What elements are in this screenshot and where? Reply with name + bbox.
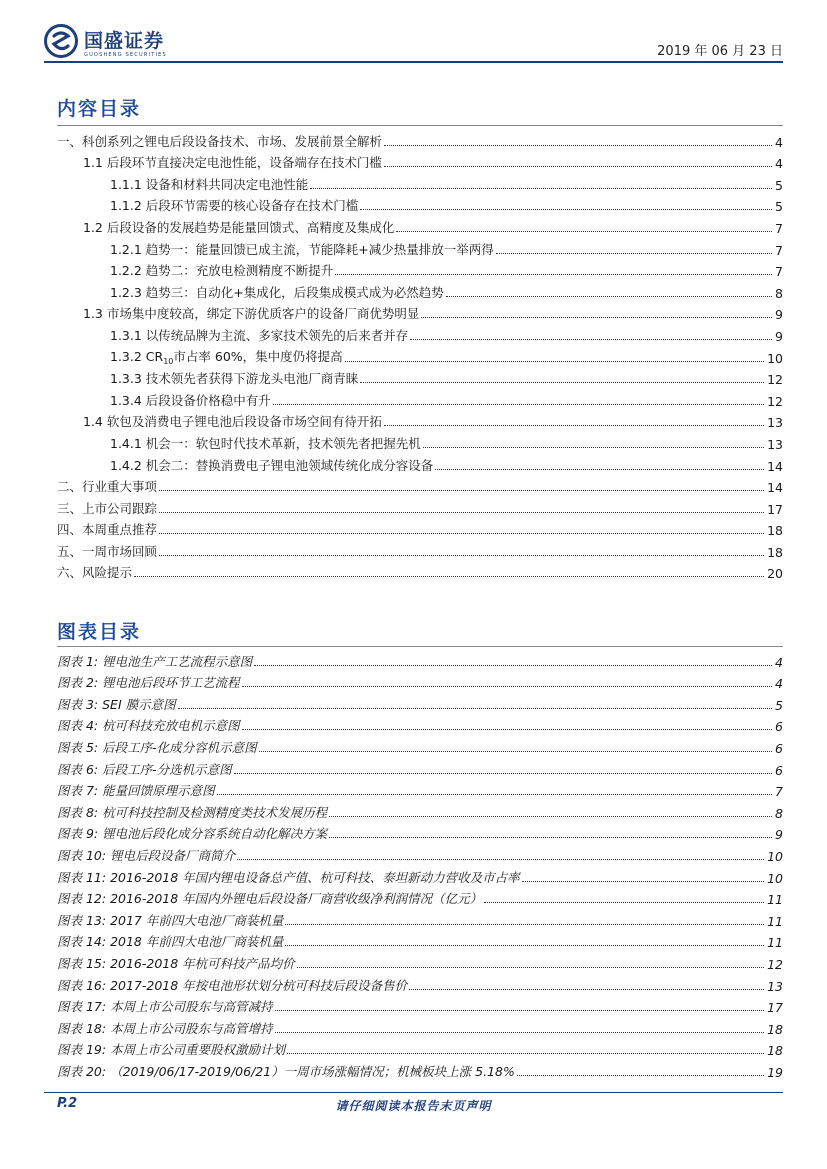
- figure-entry-title: 本周上市公司重要股权激励计划: [110, 1042, 286, 1058]
- figure-entry-label: 图表 17:: [57, 999, 107, 1015]
- figure-entry-label: 图表 18:: [57, 1020, 107, 1036]
- toc-entry[interactable]: [0, 366, 827, 388]
- dot-leader: [254, 665, 772, 666]
- dot-leader: [423, 447, 764, 448]
- toc-entry-text: 1.2.2 趋势二：充放电检测精度不断提升: [110, 263, 334, 279]
- dot-leader: [384, 145, 772, 146]
- figure-entry-label: 图表 14:: [57, 934, 107, 950]
- dot-leader: [242, 729, 772, 730]
- dot-leader: [421, 317, 772, 318]
- toc-entry-page: 5: [775, 177, 783, 193]
- toc-entry-text: 二、行业重大事项: [57, 479, 158, 495]
- figure-entry-text: [57, 824, 329, 842]
- figure-entry-text: [57, 1062, 517, 1080]
- figure-entry-text: [57, 760, 234, 778]
- dot-leader: [446, 296, 772, 297]
- toc-entry[interactable]: [0, 517, 827, 539]
- dot-leader: [360, 209, 772, 210]
- figure-entry-label: 图表 1:: [57, 653, 99, 669]
- dot-leader: [435, 469, 764, 470]
- figure-entry-title: 锂电池生产工艺流程示意图: [102, 653, 253, 669]
- figure-entry-text: [57, 1019, 275, 1037]
- figure-entry-page: 11: [767, 892, 783, 908]
- figure-entry[interactable]: [0, 713, 827, 735]
- figure-entry-label: 图表 13:: [57, 912, 107, 928]
- dot-leader: [384, 166, 772, 167]
- toc-entry[interactable]: [0, 344, 827, 366]
- figure-entry[interactable]: [0, 886, 827, 908]
- figure-entry-text: [57, 673, 242, 691]
- page-number: P.2: [57, 1096, 78, 1111]
- figure-entry[interactable]: [0, 778, 827, 800]
- dot-leader: [496, 253, 772, 254]
- toc-entry-text: 一、科创系列之锂电后段设备技术、市场、发展前景全解析: [57, 133, 383, 149]
- toc-entry[interactable]: [0, 322, 827, 344]
- figure-entry-text: [57, 976, 409, 994]
- toc-entry[interactable]: [0, 538, 827, 560]
- dot-leader: [178, 708, 772, 709]
- dot-leader: [517, 1075, 764, 1076]
- figure-entry-text: [57, 652, 254, 670]
- figure-entry[interactable]: [0, 756, 827, 778]
- company-logo: [44, 22, 204, 62]
- figure-entry[interactable]: [0, 1058, 827, 1080]
- toc-entry[interactable]: [0, 128, 827, 150]
- toc-entry-page: 12: [767, 393, 783, 409]
- toc-entry-page: 13: [767, 415, 783, 431]
- dot-leader: [275, 1010, 765, 1011]
- figure-entry-label: 图表 10:: [57, 847, 107, 863]
- figure-entry[interactable]: [0, 842, 827, 864]
- toc-entry-page: 5: [775, 199, 783, 215]
- figure-entry[interactable]: [0, 821, 827, 843]
- toc-entry-page: 7: [775, 220, 783, 236]
- figure-entry-title: 杭可科技充放电机示意图: [102, 718, 240, 734]
- figure-entry-label: 图表 8:: [57, 804, 99, 820]
- toc-entry-text-prefix: 1.3.2 CR: [110, 348, 164, 364]
- toc-entry-page: 4: [775, 156, 783, 172]
- figure-entry[interactable]: [0, 691, 827, 713]
- toc-entry-page: 8: [775, 285, 783, 301]
- figure-entry-title: 锂电池后段环节工艺流程: [102, 675, 240, 691]
- toc-entry-text: 四、本周重点推荐: [57, 522, 158, 538]
- figure-entry-text: [57, 781, 217, 799]
- figure-entry-text: [57, 954, 297, 972]
- figure-entry-title: SEI 膜示意图: [102, 696, 176, 712]
- toc-entry-text: 1.4.1 机会一：软包时代技术革新，技术领先者把握先机: [110, 435, 421, 451]
- figure-entry-page: 5: [775, 697, 783, 713]
- dot-leader: [329, 837, 772, 838]
- toc-entry[interactable]: [0, 452, 827, 474]
- toc-entry-text: 1.1 后段环节直接决定电池性能，设备端存在技术门槛: [83, 155, 382, 171]
- toc-entry-page: 4: [775, 134, 783, 150]
- figure-entry-page: 6: [775, 719, 783, 735]
- toc-entry-page: 13: [767, 436, 783, 452]
- figure-entry-text: [57, 738, 259, 756]
- dot-leader: [237, 859, 764, 860]
- dot-leader: [396, 231, 772, 232]
- toc-entry-page: 14: [767, 458, 783, 474]
- figure-entry[interactable]: [0, 1015, 827, 1037]
- dot-leader: [285, 924, 764, 925]
- toc-entry-page: 7: [775, 264, 783, 280]
- brand-name: 国盛证券: [84, 30, 165, 52]
- figure-entry-title: 2018 年前四大电池厂商装机量: [110, 934, 284, 950]
- figure-entry[interactable]: [0, 907, 827, 929]
- figure-entry-text: [57, 803, 329, 821]
- figure-entry-title: 2016-2018 年国内外锂电后段设备厂商营收级净利润情况（亿元）: [110, 891, 483, 907]
- toc-entry[interactable]: [0, 387, 827, 409]
- figure-entry-label: 图表 12:: [57, 891, 107, 907]
- figure-list: [0, 648, 827, 1080]
- toc-entry-page: 18: [767, 523, 783, 539]
- figure-entry-text: [57, 695, 178, 713]
- figure-entry-text: [57, 846, 237, 864]
- toc-entry[interactable]: [0, 258, 827, 280]
- toc-entry-page: 7: [775, 242, 783, 258]
- figure-entry-label: 图表 20:: [57, 1063, 107, 1079]
- figure-entry-text: [57, 868, 522, 886]
- figure-entry-title: 后段工序-分选机示意图: [102, 761, 232, 777]
- dot-leader: [522, 881, 764, 882]
- figure-entry-page: 12: [767, 956, 783, 972]
- toc-entry[interactable]: [0, 236, 827, 258]
- figure-entry-page: 17: [767, 1000, 783, 1016]
- figure-entry-title: 锂电池后段化成分容系统自动化解决方案: [102, 826, 328, 842]
- dot-leader: [217, 794, 772, 795]
- toc-entry-text: 三、上市公司跟踪: [57, 500, 158, 516]
- figure-entry-page: 4: [775, 676, 783, 692]
- dot-leader: [285, 945, 764, 946]
- dot-leader: [259, 751, 772, 752]
- figure-entry-page: 4: [775, 654, 783, 670]
- figure-entry-label: 图表 2:: [57, 675, 99, 691]
- toc-entry-text: 五、一周市场回顾: [57, 543, 158, 559]
- figure-entry-label: 图表 4:: [57, 718, 99, 734]
- toc-entry-text-rest: 市占率 60%，集中度仍将提高: [173, 348, 343, 364]
- dot-leader: [134, 576, 764, 577]
- toc-entry-text: 1.4 软包及消费电子锂电池后段设备市场空间有待开拓: [83, 414, 382, 430]
- toc-entry-subscript: 10: [163, 356, 174, 366]
- figures-title: 图表目录: [57, 621, 142, 643]
- toc-entry-page: 18: [767, 544, 783, 560]
- figure-entry-text: [57, 889, 484, 907]
- brand-subtitle: GUOSHENG SECURITIES: [84, 52, 167, 58]
- dot-leader: [345, 361, 764, 362]
- figure-entry[interactable]: [0, 864, 827, 886]
- dot-leader: [410, 339, 772, 340]
- toc-entry-text: [110, 347, 345, 366]
- toc-entry[interactable]: [0, 279, 827, 301]
- toc-list: [0, 128, 827, 581]
- dot-leader: [287, 1053, 764, 1054]
- figure-entry-title: 2016-2018 年杭可科技产品均价: [110, 955, 295, 971]
- toc-entry[interactable]: [0, 150, 827, 172]
- figure-entry[interactable]: [0, 972, 827, 994]
- figure-entry-label: 图表 19:: [57, 1042, 107, 1058]
- toc-entry[interactable]: [0, 474, 827, 496]
- figure-entry[interactable]: [0, 1037, 827, 1059]
- dot-leader: [335, 274, 772, 275]
- toc-entry[interactable]: [0, 560, 827, 582]
- toc-entry-page: 9: [775, 307, 783, 323]
- toc-title-divider: [57, 125, 783, 126]
- figure-entry-label: 图表 6:: [57, 761, 99, 777]
- dot-leader: [409, 989, 764, 990]
- figure-entry-page: 18: [767, 1043, 783, 1059]
- figure-entry-page: 6: [775, 740, 783, 756]
- figures-title-divider: [57, 646, 783, 647]
- header-divider: [44, 61, 783, 63]
- toc-entry[interactable]: [0, 171, 827, 193]
- toc-entry[interactable]: [0, 214, 827, 236]
- figure-entry-text: [57, 997, 275, 1015]
- figure-entry-title: 2017-2018 年按电池形状划分杭可科技后段设备售价: [110, 977, 408, 993]
- toc-entry-text: 1.1.1 设备和材料共同决定电池性能: [110, 176, 309, 192]
- toc-entry-text: 1.3 市场集中度较高，绑定下游优质客户的设备厂商优势明显: [83, 306, 420, 322]
- figure-entry-label: 图表 16:: [57, 977, 107, 993]
- toc-entry-text: 1.4.2 机会二：替换消费电子锂电池领域传统化成分容设备: [110, 457, 434, 473]
- toc-title: 内容目录: [57, 98, 142, 120]
- footer-divider: [44, 1092, 783, 1093]
- figure-entry-page: 8: [775, 805, 783, 821]
- figure-entry-page: 11: [767, 935, 783, 951]
- toc-entry-text: 1.3.3 技术领先者获得下游龙头电池厂商青睐: [110, 371, 359, 387]
- figure-entry-label: 图表 11:: [57, 869, 107, 885]
- dot-leader: [159, 555, 764, 556]
- toc-entry-text: 1.3.4 后段设备价格稳中有升: [110, 392, 271, 408]
- figure-entry[interactable]: [0, 648, 827, 670]
- toc-entry-text: 1.2.3 趋势三：自动化+集成化，后段集成模式成为必然趋势: [110, 284, 444, 300]
- dot-leader: [329, 816, 772, 817]
- toc-entry-text: 1.1.2 后段环节需要的核心设备存在技术门槛: [110, 198, 359, 214]
- figure-entry-text: [57, 932, 285, 950]
- figure-entry[interactable]: [0, 950, 827, 972]
- figure-entry-page: 9: [775, 827, 783, 843]
- figure-entry[interactable]: [0, 799, 827, 821]
- toc-entry-text: 1.3.1 以传统品牌为主流、多家技术领先的后来者并存: [110, 327, 409, 343]
- toc-entry-text: 1.2 后段设备的发展趋势是能量回馈式、高精度及集成化: [83, 219, 395, 235]
- toc-entry-page: 9: [775, 328, 783, 344]
- toc-entry[interactable]: [0, 301, 827, 323]
- guosheng-logo-icon: [44, 24, 78, 58]
- dot-leader: [275, 1032, 765, 1033]
- figure-entry[interactable]: [0, 929, 827, 951]
- figure-entry-page: 10: [767, 848, 783, 864]
- figure-entry-title: 2017 年前四大电池厂商装机量: [110, 912, 284, 928]
- figure-entry-label: 图表 7:: [57, 783, 99, 799]
- figure-entry-title: 本周上市公司股东与高管减持: [110, 999, 273, 1015]
- dot-leader: [159, 490, 764, 491]
- figure-entry-title: 能量回馈原理示意图: [102, 783, 215, 799]
- figure-entry-page: 13: [767, 978, 783, 994]
- disclaimer-text: 请仔细阅读本报告末页声明: [335, 1099, 492, 1113]
- toc-entry-text: 六、风险提示: [57, 565, 133, 581]
- figure-entry-title: 锂电后段设备厂商简介: [110, 847, 236, 863]
- figure-entry[interactable]: [0, 734, 827, 756]
- figure-entry-page: 18: [767, 1021, 783, 1037]
- dot-leader: [310, 188, 772, 189]
- dot-leader: [234, 773, 772, 774]
- toc-entry-page: 10: [767, 350, 783, 366]
- toc-entry[interactable]: [0, 430, 827, 452]
- figure-entry-title: 本周上市公司股东与高管增持: [110, 1020, 273, 1036]
- dot-leader: [297, 967, 764, 968]
- figure-entry-page: 7: [775, 784, 783, 800]
- figure-entry-text: [57, 1040, 287, 1058]
- toc-entry-page: 20: [767, 566, 783, 582]
- dot-leader: [242, 686, 772, 687]
- dot-leader: [384, 425, 764, 426]
- figure-entry[interactable]: [0, 994, 827, 1016]
- toc-entry-page: 12: [767, 372, 783, 388]
- figure-entry-page: 6: [775, 762, 783, 778]
- dot-leader: [273, 404, 764, 405]
- toc-entry[interactable]: [0, 409, 827, 431]
- report-date: 2019 年 06 月 23 日: [657, 44, 783, 59]
- dot-leader: [159, 512, 764, 513]
- figure-entry-title: 2016-2018 年国内锂电设备总产值、杭可科技、泰坦新动力营收及市占率: [110, 869, 520, 885]
- figure-entry-text: [57, 911, 285, 929]
- figure-entry[interactable]: [0, 670, 827, 692]
- figure-entry-title: 杭可科技控制及检测精度类技术发展历程: [102, 804, 328, 820]
- toc-entry-page: 17: [767, 501, 783, 517]
- figure-entry-label: 图表 3:: [57, 696, 99, 712]
- figure-entry-label: 图表 15:: [57, 955, 107, 971]
- dot-leader: [484, 902, 764, 903]
- dot-leader: [159, 533, 764, 534]
- figure-entry-page: 10: [767, 870, 783, 886]
- figure-entry-label: 图表 9:: [57, 826, 99, 842]
- toc-entry[interactable]: [0, 495, 827, 517]
- figure-entry-title: （2019/06/17-2019/06/21）一周市场涨幅情况；机械板块上涨 5.18%: [110, 1063, 515, 1079]
- figure-entry-text: [57, 716, 242, 734]
- figure-entry-label: 图表 5:: [57, 739, 99, 755]
- toc-entry-text: 1.2.1 趋势一：能量回馈已成主流，节能降耗+减少热量排放一举两得: [110, 241, 494, 257]
- dot-leader: [360, 382, 764, 383]
- toc-entry-page: 14: [767, 480, 783, 496]
- figure-entry-title: 后段工序-化成分容机示意图: [102, 739, 257, 755]
- figure-entry-page: 19: [767, 1064, 783, 1080]
- toc-entry[interactable]: [0, 193, 827, 215]
- figure-entry-page: 11: [767, 913, 783, 929]
